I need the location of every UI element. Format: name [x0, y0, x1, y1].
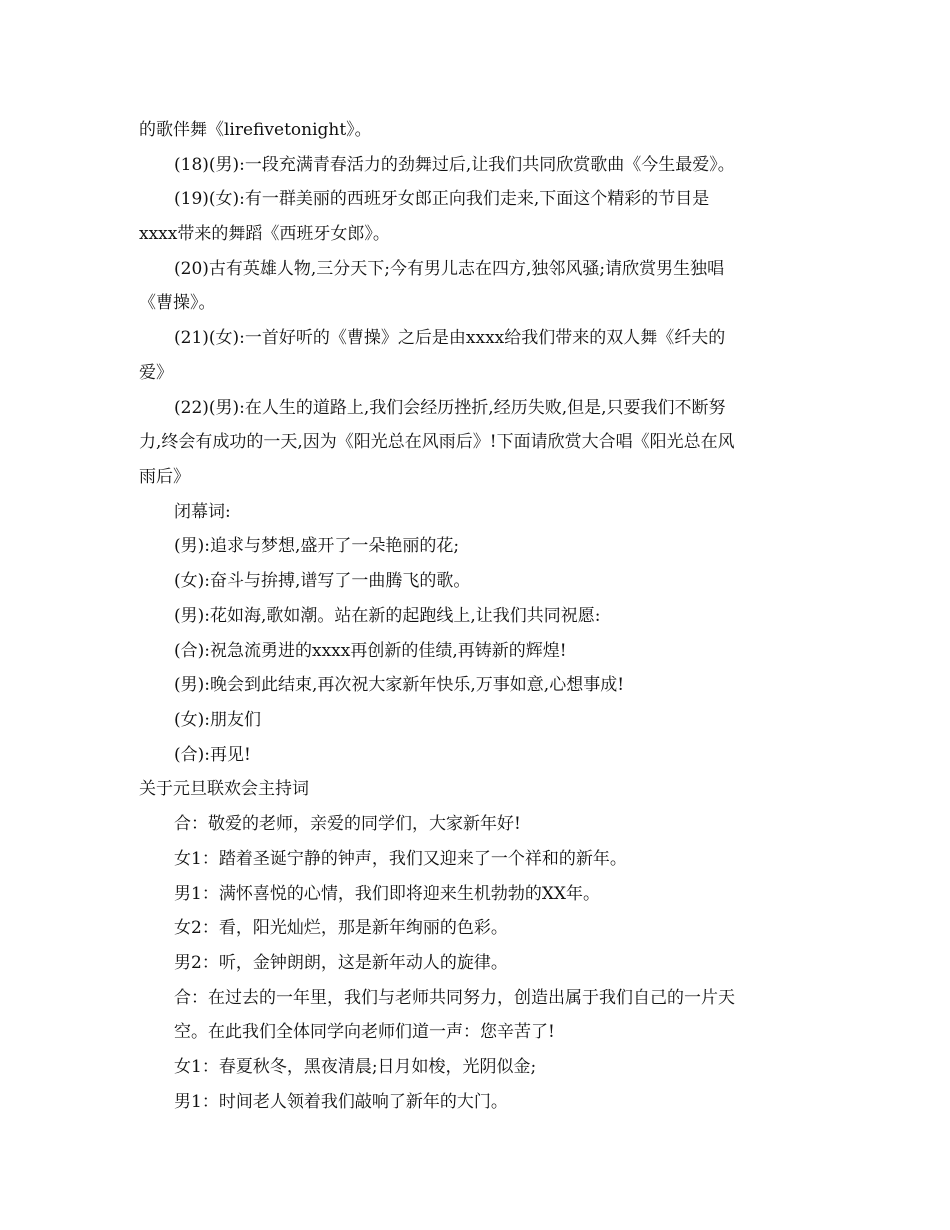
text-line: 女2：看，阳光灿烂，那是新年绚丽的色彩。: [174, 918, 508, 938]
text-line: (21)(女):一首好听的《曹操》之后是由xxxx给我们带来的双人舞《纤夫的: [174, 328, 726, 348]
text-line: (22)(男):在人生的道路上,我们会经历挫折,经历失败,但是,只要我们不断努: [174, 398, 726, 418]
text-line: (18)(男):一段充满青春活力的劲舞过后,让我们共同欣赏歌曲《今生最爱》。: [174, 155, 735, 175]
text-line: (女):朋友们: [174, 710, 261, 730]
text-line: 《曹操》。: [139, 293, 216, 313]
text-line: (女):奋斗与拚搏,谱写了一曲腾飞的歌。: [174, 571, 471, 591]
text-line: (19)(女):有一群美丽的西班牙女郎正向我们走来,下面这个精彩的节目是: [174, 189, 710, 209]
text-line: 女1：春夏秋冬，黑夜清晨;日月如梭，光阴似金;: [174, 1057, 537, 1077]
text-line: 的歌伴舞《lirefivetonight》。: [139, 120, 372, 140]
text-line: (合):祝急流勇进的xxxx再创新的佳绩,再铸新的辉煌!: [174, 641, 567, 661]
section-heading: 闭幕词:: [174, 502, 231, 522]
text-line: (合):再见!: [174, 745, 251, 765]
text-line: (20)古有英雄人物,三分天下;今有男儿志在四方,独邻风骚;请欣赏男生独唱: [174, 259, 725, 279]
text-line: (男):花如海,歌如潮。站在新的起跑线上,让我们共同祝愿:: [174, 606, 601, 626]
text-line: 雨后》: [139, 467, 190, 487]
text-line: 合：敬爱的老师，亲爱的同学们，大家新年好!: [174, 814, 521, 834]
section-title: 关于元旦联欢会主持词: [139, 779, 309, 799]
text-line: 空。在此我们全体同学向老师们道一声：您辛苦了!: [174, 1022, 555, 1042]
text-line: 男1：时间老人领着我们敲响了新年的大门。: [174, 1092, 508, 1112]
text-line: 男1：满怀喜悦的心情，我们即将迎来生机勃勃的XX年。: [174, 884, 601, 904]
text-line: 爱》: [139, 363, 173, 383]
text-line: 女1：踏着圣诞宁静的钟声，我们又迎来了一个祥和的新年。: [174, 849, 627, 869]
text-line: (男):追求与梦想,盛开了一朵艳丽的花;: [174, 536, 460, 556]
text-line: 合：在过去的一年里，我们与老师共同努力，创造出属于我们自己的一片天: [174, 988, 735, 1008]
text-line: 力,终会有成功的一天,因为《阳光总在风雨后》!下面请欣赏大合唱《阳光总在风: [139, 432, 735, 452]
text-line: 男2：听，金钟朗朗，这是新年动人的旋律。: [174, 953, 508, 973]
text-line: (男):晚会到此结束,再次祝大家新年快乐,万事如意,心想事成!: [174, 675, 625, 695]
text-line: xxxx带来的舞蹈《西班牙女郎》。: [139, 224, 390, 244]
